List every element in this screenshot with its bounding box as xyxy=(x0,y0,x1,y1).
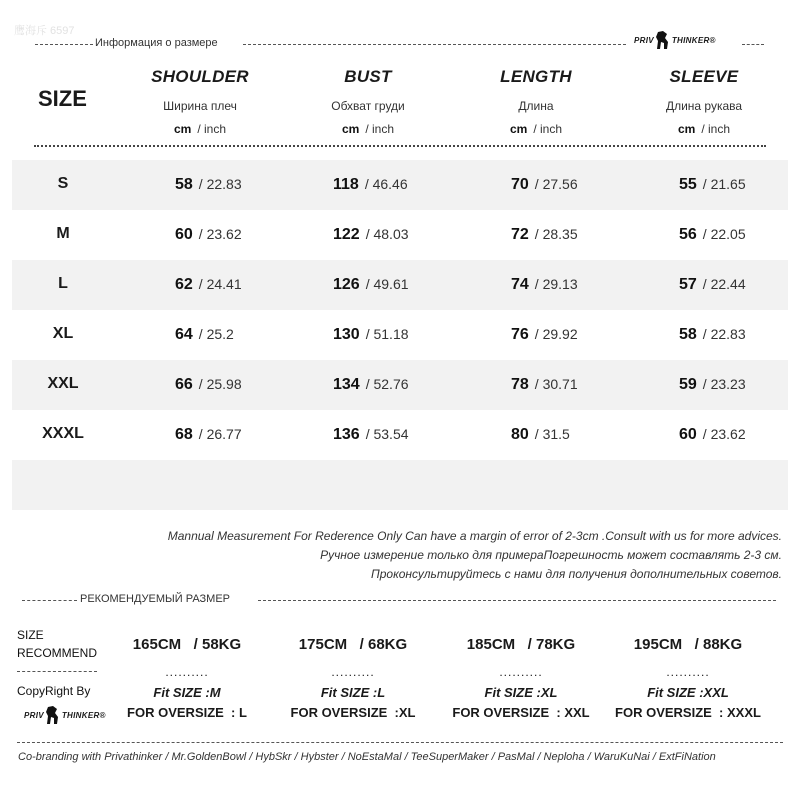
size-recommend-label xyxy=(17,626,97,662)
column-title-ru: Обхват груди xyxy=(331,99,405,113)
value-inch: / 53.54 xyxy=(365,426,409,442)
unit-cm: cm xyxy=(509,122,528,136)
panther-icon xyxy=(45,705,61,725)
value-cm: 64 xyxy=(175,326,193,343)
value-inch: / 25.2 xyxy=(198,326,234,342)
brand-logo-right: THINKER® xyxy=(671,35,716,45)
value-cm: 58 xyxy=(679,326,697,343)
column-title-ru: Длина xyxy=(518,99,554,113)
value-cm: 70 xyxy=(511,176,529,193)
note-ru-1: Ручное измерение только для примераПогрешность может составлять 2-3 см. xyxy=(320,548,782,562)
value-inch: / 29.92 xyxy=(534,326,578,342)
unit-cm: cm xyxy=(677,122,696,136)
header-dash-right xyxy=(243,44,626,45)
note-ru-2: Проконсультируйтесь с нами для получения дополнительных советов. xyxy=(371,567,782,581)
recommend-dash-left xyxy=(22,600,77,601)
measure-cell xyxy=(333,226,409,244)
value-inch: / 52.76 xyxy=(365,376,409,392)
measure-cell xyxy=(175,176,242,194)
recommend-title: РЕКОМЕНДУЕМЫЙ РАЗМЕР xyxy=(80,593,231,605)
column-unit xyxy=(456,122,616,136)
value-inch: / 31.5 xyxy=(534,426,570,442)
unit-inch: / inch xyxy=(365,122,395,136)
unit-cm: cm xyxy=(341,122,360,136)
value-inch: / 22.83 xyxy=(702,326,746,342)
header-dash-left xyxy=(35,44,93,45)
measure-cell xyxy=(333,376,409,394)
value-inch: / 49.61 xyxy=(365,276,409,292)
copyright-logo-right: THINKER® xyxy=(61,710,106,720)
recommend-oversize: FOR OVERSIZE : XXXL xyxy=(615,705,761,720)
measure-cell xyxy=(175,276,242,294)
measure-cell xyxy=(511,326,578,344)
value-cm: 60 xyxy=(679,426,697,443)
size-cell-size-l: L xyxy=(58,275,68,292)
size-cell-size-xxl: XXL xyxy=(47,375,79,392)
header-divider xyxy=(34,145,766,147)
recommend-height-weight: 185CM / 78KG xyxy=(466,636,576,653)
measure-cell xyxy=(679,426,746,444)
recommend-dots: .......... xyxy=(666,665,710,679)
recommend-oversize: FOR OVERSIZE : XXL xyxy=(452,705,590,720)
value-cm: 57 xyxy=(679,276,697,293)
unit-inch: / inch xyxy=(701,122,731,136)
value-cm: 62 xyxy=(175,276,193,293)
value-inch: / 27.56 xyxy=(534,176,578,192)
value-inch: / 46.46 xyxy=(364,176,408,192)
value-cm: 74 xyxy=(511,276,529,293)
column-title-en: BUST xyxy=(344,67,392,86)
value-inch: / 30.71 xyxy=(534,376,578,392)
unit-cm: cm xyxy=(173,122,192,136)
measure-cell xyxy=(679,276,746,294)
value-cm: 56 xyxy=(679,226,697,243)
size-column-title: SIZE xyxy=(38,86,87,111)
value-inch: / 26.77 xyxy=(198,426,242,442)
header-dash-end xyxy=(742,44,764,45)
cobranding-text: Co-branding with Privathinker / Mr.GoldenBowl / HybSkr / Hybster / NoEstaMal / TeeSuperMaker / PasMal / Neploha / WaruKuNai / ExtFiNation xyxy=(18,751,716,763)
column-header-length xyxy=(456,67,616,136)
value-cm: 58 xyxy=(175,176,193,193)
brand-logo xyxy=(634,30,716,50)
value-cm: 130 xyxy=(333,326,360,343)
recommend-fit-size: Fit SIZE :M xyxy=(153,685,221,700)
measure-cell xyxy=(679,326,746,344)
measure-cell xyxy=(511,276,578,294)
column-unit xyxy=(624,122,784,136)
recommend-fit-size: Fit SIZE :XL xyxy=(484,685,558,700)
copyright-logo-left: PRIV xyxy=(24,710,44,720)
column-title-en: LENGTH xyxy=(500,67,572,86)
value-inch: / 25.98 xyxy=(198,376,242,392)
measure-cell xyxy=(679,376,746,394)
value-cm: 136 xyxy=(333,426,360,443)
value-cm: 134 xyxy=(333,376,360,393)
value-cm: 72 xyxy=(511,226,529,243)
recommend-height-weight: 165CM / 58KG xyxy=(132,636,242,653)
measure-cell xyxy=(333,276,409,294)
unit-inch: / inch xyxy=(533,122,563,136)
value-inch: / 22.44 xyxy=(702,276,746,292)
recommend-fit-size: Fit SIZE :XXL xyxy=(647,685,729,700)
size-recommend-line2: RECOMMEND xyxy=(17,646,97,660)
measure-cell xyxy=(175,326,234,344)
measure-cell xyxy=(333,326,409,344)
measure-cell xyxy=(333,426,409,444)
brand-logo-left: PRIV xyxy=(634,35,654,45)
column-unit xyxy=(288,122,448,136)
copyright-logo xyxy=(24,705,106,725)
recommend-fit-size: Fit SIZE :L xyxy=(320,685,386,700)
value-cm: 76 xyxy=(511,326,529,343)
column-header-sleeve xyxy=(624,67,784,136)
watermark: 鹰海斥 6597 xyxy=(14,25,75,37)
value-inch: / 23.62 xyxy=(702,426,746,442)
size-cell-size-xxxl: XXXL xyxy=(42,425,84,442)
measure-cell xyxy=(175,376,242,394)
recommend-dots: .......... xyxy=(165,665,209,679)
value-inch: / 24.41 xyxy=(198,276,242,292)
footer-divider xyxy=(17,742,783,743)
table-row-empty xyxy=(12,460,788,510)
measure-cell xyxy=(333,176,408,194)
value-cm: 118 xyxy=(333,176,359,193)
column-title-en: SHOULDER xyxy=(151,67,249,86)
size-cell-size-m: M xyxy=(56,225,70,242)
column-title-ru: Длина рукава xyxy=(665,99,743,113)
value-inch: / 22.83 xyxy=(198,176,242,192)
size-cell-size-s: S xyxy=(57,175,69,192)
recommend-oversize: FOR OVERSIZE : L xyxy=(127,705,247,720)
size-info-title: Информация о размере xyxy=(95,37,218,49)
size-recommend-line1: SIZE xyxy=(17,628,44,642)
value-cm: 55 xyxy=(679,176,697,193)
recommend-height-weight: 175CM / 68KG xyxy=(298,636,408,653)
value-cm: 80 xyxy=(511,426,529,443)
value-inch: / 29.13 xyxy=(534,276,578,292)
value-inch: / 48.03 xyxy=(365,226,409,242)
measure-cell xyxy=(175,226,242,244)
column-header-bust xyxy=(288,67,448,136)
value-cm: 59 xyxy=(679,376,697,393)
size-cell-size-xl: XL xyxy=(52,325,74,342)
value-cm: 78 xyxy=(511,376,529,393)
measure-cell xyxy=(175,426,242,444)
measure-cell xyxy=(511,176,578,194)
recommend-dash-right xyxy=(258,600,776,601)
column-header-shoulder xyxy=(120,67,280,136)
measure-cell xyxy=(511,226,578,244)
value-inch: / 51.18 xyxy=(365,326,409,342)
recommend-dots: .......... xyxy=(499,665,543,679)
value-inch: / 23.62 xyxy=(198,226,242,242)
measure-cell xyxy=(679,176,746,194)
value-inch: / 21.65 xyxy=(702,176,746,192)
value-cm: 60 xyxy=(175,226,193,243)
measure-cell xyxy=(511,376,578,394)
column-title-en: SLEEVE xyxy=(669,67,739,86)
note-en: Mannual Measurement For Rederence Only Can have a margin of error of 2-3cm .Consult with us for more advices. xyxy=(167,529,782,543)
recommend-height-weight: 195CM / 88KG xyxy=(633,636,743,653)
recommend-dots: .......... xyxy=(331,665,375,679)
copyright-label: CopyRight By xyxy=(17,684,91,698)
value-cm: 122 xyxy=(333,226,360,243)
unit-inch: / inch xyxy=(197,122,227,136)
recommend-oversize: FOR OVERSIZE :XL xyxy=(290,705,416,720)
value-inch: / 23.23 xyxy=(702,376,746,392)
panther-icon xyxy=(655,30,671,50)
value-cm: 126 xyxy=(333,276,360,293)
measure-cell xyxy=(511,426,570,444)
value-inch: / 28.35 xyxy=(534,226,578,242)
column-title-ru: Ширина плеч xyxy=(163,99,237,113)
value-cm: 66 xyxy=(175,376,193,393)
value-cm: 68 xyxy=(175,426,193,443)
value-inch: / 22.05 xyxy=(702,226,746,242)
recommend-label-divider xyxy=(17,671,97,672)
measure-cell xyxy=(679,226,746,244)
column-unit xyxy=(120,122,280,136)
